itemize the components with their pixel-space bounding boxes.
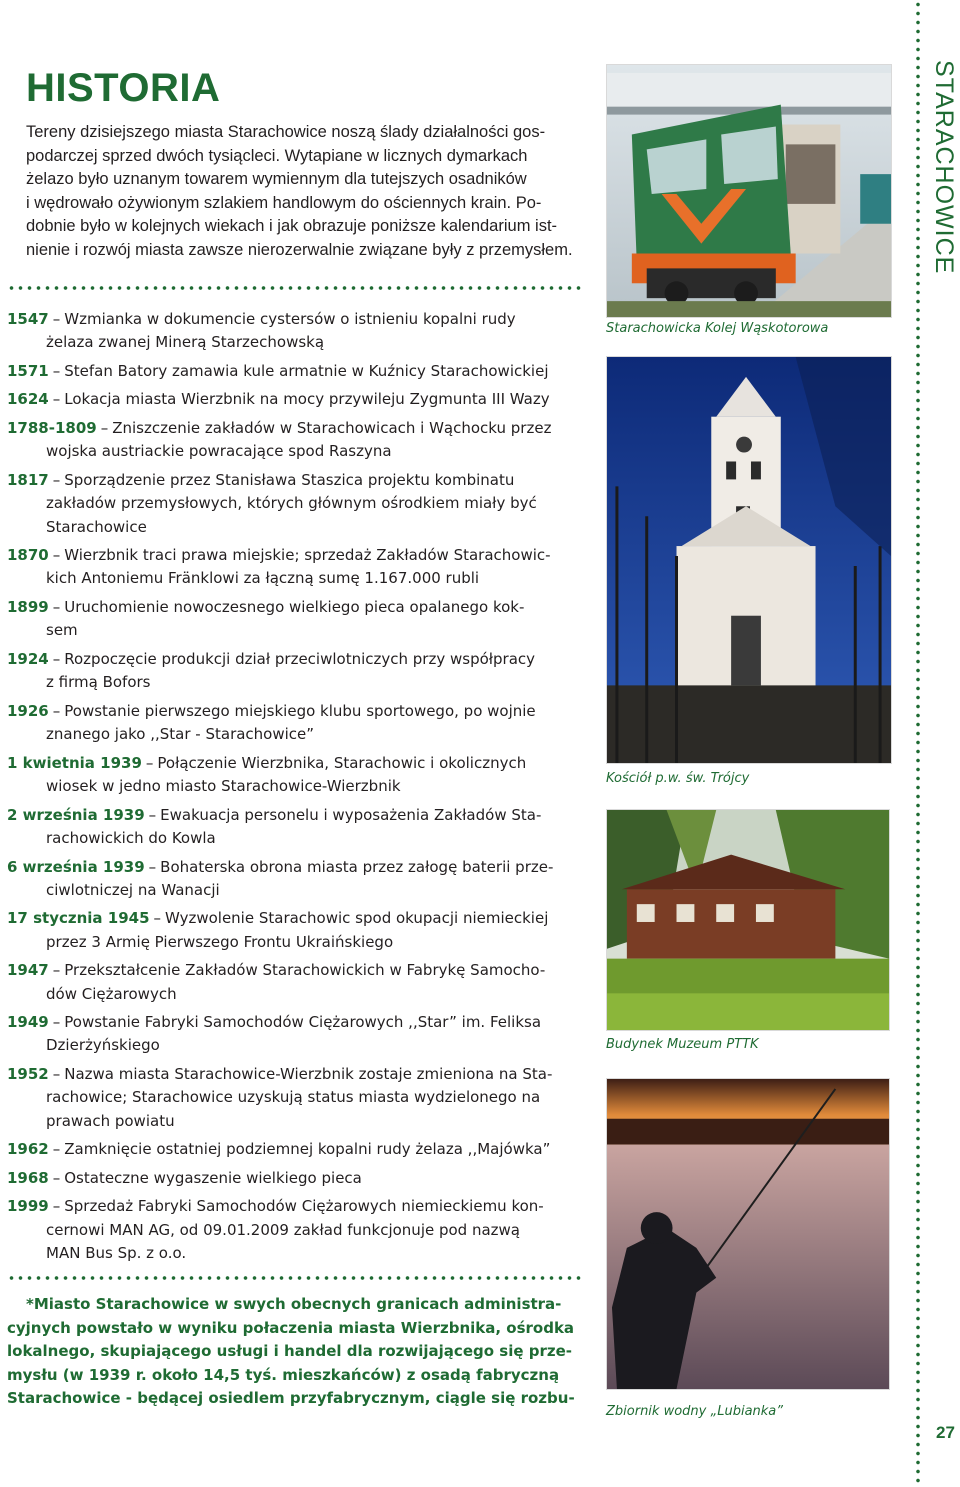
footnote-line: mysłu (w 1939 r. około 14,5 tyś. mieszkańców) z osadą fabryczną	[7, 1365, 560, 1384]
dotted-separator-bottom	[7, 1275, 582, 1281]
timeline-entry	[7, 648, 579, 695]
timeline-year: 1547	[7, 310, 49, 328]
timeline-dash: –	[52, 470, 61, 489]
timeline-text: kich Antoniemu Fränklowi za łączną sumę 1.167.000 rubli	[46, 569, 480, 588]
timeline-text: Sprzedaż Fabryki Samochodów Ciężarowych niemieckiemu kon-	[64, 1197, 544, 1216]
footnote	[7, 1293, 579, 1411]
timeline-first-line	[7, 1138, 579, 1161]
timeline-dash: –	[52, 1013, 61, 1032]
timeline-text: wiosek w jedno miasto Starachowice-Wierzbnik	[46, 777, 401, 796]
timeline-text: zakładów przemysłowych, których głównym ośrodkiem miały być	[46, 494, 537, 513]
timeline-year: 1952	[7, 1065, 49, 1084]
timeline-first-line	[7, 1011, 579, 1034]
timeline-year: 1 kwietnia 1939	[7, 753, 142, 772]
timeline-year: 1999	[7, 1197, 49, 1216]
timeline-text: Ewakuacja personelu i wyposażenia Zakładów Sta-	[160, 805, 542, 824]
timeline-dash: –	[52, 361, 61, 380]
timeline-entry	[7, 1138, 579, 1161]
timeline-entry	[7, 1167, 579, 1190]
intro-line: i wędrowało ożywionym szlakiem handlowym do ościennych krain. Po-	[26, 193, 542, 212]
timeline-entry	[7, 360, 579, 383]
timeline-text: Dzierżyńskiego	[46, 1036, 160, 1055]
timeline-text: Zniszczenie zakładów w Starachowicach i Wąchocku przez	[112, 419, 552, 438]
page-number: 27	[936, 1423, 955, 1442]
timeline-first-line	[7, 700, 579, 723]
footnote-line: *Miasto Starachowice w swych obecnych granicach administra-	[26, 1295, 562, 1313]
timeline-entry	[7, 1011, 579, 1058]
timeline-dash: –	[100, 419, 109, 438]
timeline-year: 1949	[7, 1013, 49, 1032]
timeline-year: 1899	[7, 598, 49, 617]
timeline-year: 1926	[7, 701, 49, 720]
timeline-dash: –	[52, 390, 61, 409]
photo-caption: Kościół p.w. św. Trójcy	[606, 771, 750, 786]
timeline-entry	[7, 308, 579, 355]
train-photo	[606, 64, 892, 318]
timeline-dash: –	[52, 649, 61, 668]
timeline-first-line	[7, 1195, 579, 1218]
timeline-dash: –	[148, 857, 157, 876]
timeline-year: 1947	[7, 961, 49, 980]
timeline-text: cernowi MAN AG, od 09.01.2009 zakład funkcjonuje pod nazwą	[46, 1220, 521, 1239]
timeline-entry	[7, 388, 579, 411]
timeline-text: Bohaterska obrona miasta przez załogę baterii prze-	[160, 857, 554, 876]
photo-caption: Starachowicka Kolej Wąskotorowa	[606, 321, 829, 336]
timeline-dash: –	[52, 1197, 61, 1216]
intro-line: żelazo było uznanym towarem wymiennym dla tutejszych osadników	[26, 170, 527, 188]
intro-line: Tereny dzisiejszego miasta Starachowice noszą ślady działalności gos-	[26, 123, 546, 141]
timeline-dash: –	[52, 1168, 61, 1187]
timeline-text: Wzmianka w dokumencie cystersów o istnieniu kopalni rudy	[64, 310, 516, 328]
church-photo	[606, 356, 892, 764]
timeline-year: 1788-1809	[7, 419, 97, 438]
timeline-text: MAN Bus Sp. z o.o.	[46, 1244, 187, 1263]
timeline-entry	[7, 907, 579, 954]
timeline-text: Przekształcenie Zakładów Starachowickich w Fabrykę Samocho-	[64, 961, 546, 980]
timeline-dash: –	[148, 805, 157, 824]
timeline-entry	[7, 1063, 579, 1133]
side-label-text: STARACHOWICE	[930, 60, 958, 275]
photo-caption: Budynek Muzeum PTTK	[606, 1037, 759, 1052]
timeline-year: 2 września 1939	[7, 805, 145, 824]
timeline-entry	[7, 544, 579, 591]
photo-caption: Zbiornik wodny „Lubianka”	[606, 1404, 783, 1419]
timeline-year: 1870	[7, 546, 49, 565]
footnote-line: cyjnych powstało w wyniku połaczenia miasta Wierzbnika, ośrodka	[7, 1318, 575, 1337]
timeline-text: Sporządzenie przez Stanisława Staszica projektu kombinatu	[64, 470, 515, 489]
intro-line: nienie i rozwój miasta zawsze nierozerwalnie związane były z przemysłem.	[26, 240, 573, 259]
timeline-first-line	[7, 596, 579, 619]
timeline-dash: –	[52, 310, 61, 328]
timeline-text: dów Ciężarowych	[46, 984, 177, 1003]
timeline-text: Ostateczne wygaszenie wielkiego pieca	[64, 1168, 362, 1187]
timeline-dash: –	[52, 701, 61, 720]
lake-photo	[606, 1078, 890, 1390]
timeline-first-line	[7, 1167, 579, 1190]
timeline-year: 1962	[7, 1140, 49, 1159]
footnote-line: lokalnego, skupiającego usługi i handel dla rozwijającego się prze-	[7, 1342, 572, 1360]
timeline-entry	[7, 856, 579, 903]
timeline-text: Uruchomienie nowoczesnego wielkiego pieca opalanego kok-	[64, 598, 525, 617]
timeline-text: żelaza zwanej Minerą Starzechowską	[46, 333, 325, 352]
timeline-text: Powstanie pierwszego miejskiego klubu sportowego, po wojnie	[64, 701, 536, 720]
timeline-entry	[7, 1195, 579, 1265]
timeline-text: Wyzwolenie Starachowic spod okupacji niemieckiej	[165, 909, 549, 928]
timeline-text: znanego jako ,,Star - Starachowice”	[46, 725, 315, 744]
timeline-text: Zamknięcie ostatniej podziemnej kopalni rudy żelaza ,,Majówka”	[64, 1140, 551, 1159]
timeline-text: Starachowice	[46, 517, 147, 536]
timeline-text: prawach powiatu	[46, 1111, 175, 1130]
timeline-first-line	[7, 959, 579, 982]
timeline-text: Powstanie Fabryki Samochodów Ciężarowych ,,Star” im. Feliksa	[64, 1013, 542, 1032]
timeline-year: 1571	[7, 361, 49, 380]
timeline-text: rachowickich do Kowla	[46, 828, 216, 847]
timeline-first-line	[7, 1063, 579, 1086]
timeline-entry	[7, 469, 579, 539]
timeline-first-line	[7, 388, 579, 411]
timeline-text: wojska austriackie powracające spod Raszyna	[46, 442, 392, 461]
timeline-dash: –	[153, 909, 162, 928]
timeline-first-line	[7, 856, 579, 879]
timeline-text: Wierzbnik traci prawa miejskie; sprzedaż Zakładów Starachowic-	[64, 546, 551, 565]
museum-photo	[606, 809, 890, 1031]
timeline-text: Rozpoczęcie produkcji dział przeciwlotniczych przy współpracy	[64, 649, 536, 668]
timeline-entry	[7, 417, 579, 464]
timeline-text: Lokacja miasta Wierzbnik na mocy przywileju Zygmunta III Wazy	[64, 390, 550, 409]
timeline-text: rachowice; Starachowice uzyskują status miasta wydzielonego na	[46, 1088, 541, 1107]
intro-paragraph	[26, 121, 581, 262]
timeline-year: 1968	[7, 1168, 49, 1187]
timeline-entry	[7, 804, 579, 851]
timeline-text: Nazwa miasta Starachowice-Wierzbnik zostaje zmieniona na Sta-	[64, 1065, 553, 1084]
timeline-first-line	[7, 648, 579, 671]
timeline-first-line	[7, 469, 579, 492]
timeline-first-line	[7, 544, 579, 567]
intro-line: podarczej sprzed dwóch tysiącleci. Wytapiane w licznych dymarkach	[26, 146, 528, 165]
footnote-line: Starachowice - będącej osiedlem przyfabrycznym, ciągle się rozbu-	[7, 1389, 575, 1407]
intro-line: dobnie było w kolejnych wiekach i jak obrazuje poniższe kalendarium ist-	[26, 217, 558, 235]
timeline-text: Stefan Batory zamawia kule armatnie w Kuźnicy Starachowickiej	[64, 361, 549, 380]
timeline-first-line	[7, 308, 579, 331]
timeline-first-line	[7, 907, 579, 930]
timeline-dash: –	[52, 598, 61, 617]
dotted-separator-top	[7, 285, 582, 291]
timeline-entry	[7, 700, 579, 747]
timeline-dash: –	[52, 1140, 61, 1159]
section-title: HISTORIA	[26, 66, 221, 110]
timeline-dash: –	[52, 961, 61, 980]
timeline-year: 1817	[7, 470, 49, 489]
timeline-year: 17 stycznia 1945	[7, 909, 150, 928]
timeline-year: 1924	[7, 649, 49, 668]
timeline-dash: –	[52, 546, 61, 565]
timeline-text: ciwlotniczej na Wanacji	[46, 880, 220, 899]
timeline	[7, 308, 579, 1271]
timeline-year: 1624	[7, 390, 49, 409]
timeline-first-line	[7, 417, 579, 440]
timeline-entry	[7, 959, 579, 1006]
timeline-dash: –	[52, 1065, 61, 1084]
timeline-entry	[7, 752, 579, 799]
timeline-first-line	[7, 804, 579, 827]
timeline-dash: –	[145, 753, 154, 772]
timeline-year: 6 września 1939	[7, 857, 145, 876]
timeline-text: Połączenie Wierzbnika, Starachowic i okolicznych	[157, 753, 527, 772]
timeline-text: z firmą Bofors	[46, 673, 151, 692]
dotted-separator-side	[915, 0, 921, 1487]
timeline-first-line	[7, 752, 579, 775]
timeline-text: przez 3 Armię Pierwszego Frontu Ukraińskiego	[46, 932, 394, 951]
timeline-entry	[7, 596, 579, 643]
timeline-text: sem	[46, 621, 78, 640]
side-label	[926, 60, 960, 285]
timeline-first-line	[7, 360, 579, 383]
